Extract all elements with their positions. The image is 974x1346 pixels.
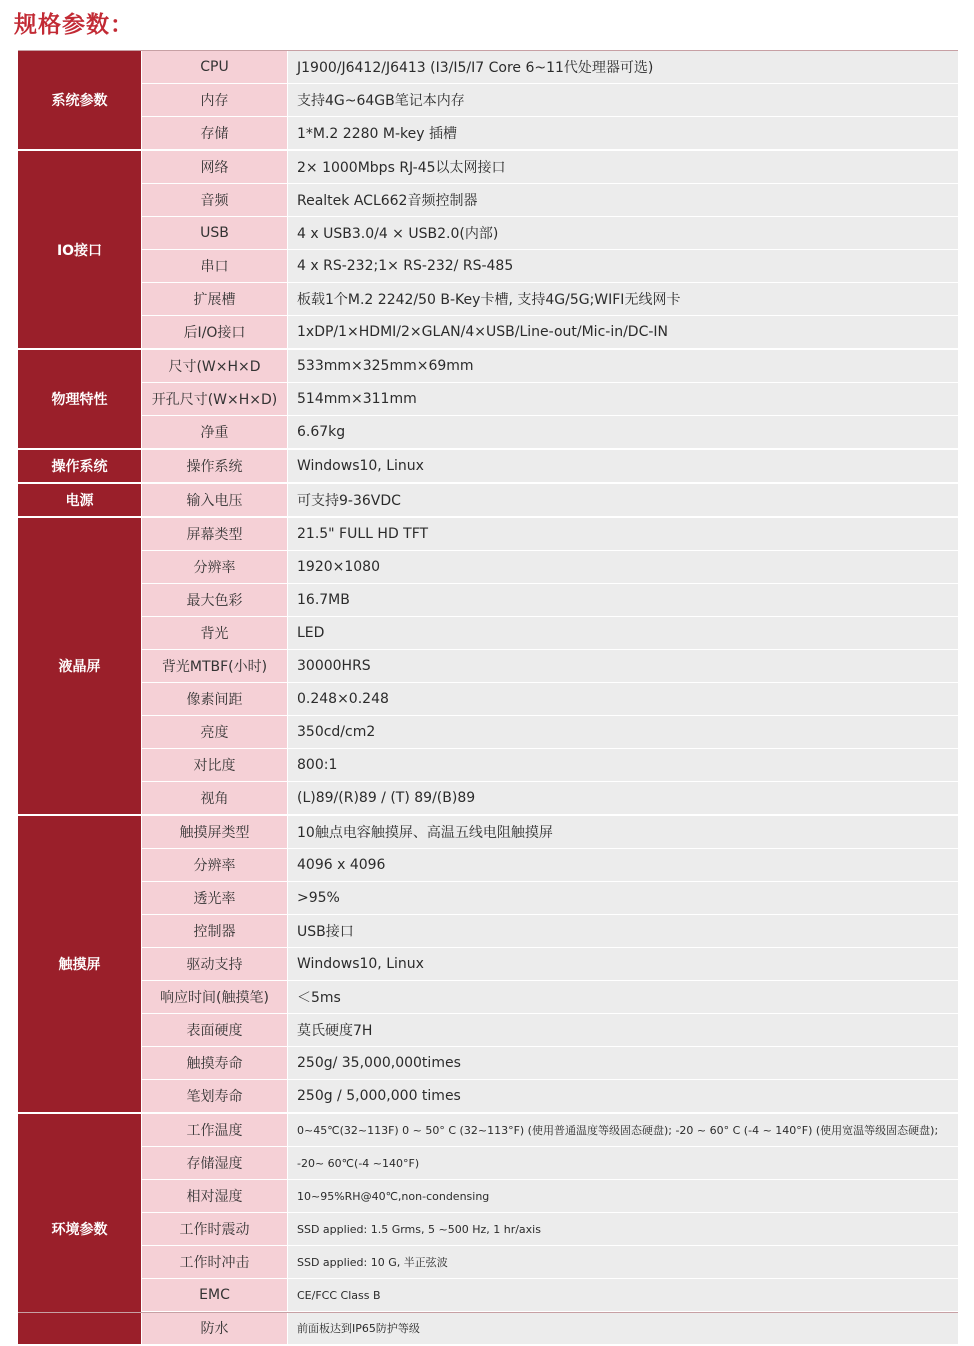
group-rows bbox=[142, 1114, 958, 1344]
spec-value: 莫氏硬度7H bbox=[288, 1014, 958, 1046]
spec-label: 输入电压 bbox=[142, 484, 288, 516]
spec-label: 音频 bbox=[142, 184, 288, 216]
spec-value: 16.7MB bbox=[288, 584, 958, 616]
spec-value: 350cd/cm2 bbox=[288, 716, 958, 748]
spec-value: 6.67kg bbox=[288, 416, 958, 448]
spec-group bbox=[18, 518, 958, 816]
spec-value: 支持4G~64GB笔记本内存 bbox=[288, 84, 958, 116]
spec-row bbox=[142, 551, 958, 584]
spec-label: 工作时震动 bbox=[142, 1213, 288, 1245]
spec-label: 控制器 bbox=[142, 915, 288, 947]
spec-label: 背光MTBF(小时) bbox=[142, 650, 288, 682]
spec-label: 笔划寿命 bbox=[142, 1080, 288, 1112]
spec-label: 防水 bbox=[142, 1312, 288, 1344]
spec-value: 0~45℃(32~113F) 0 ~ 50° C (32~113°F) (使用普通温度等级固态硬盘); -20 ~ 60° C (-4 ~ 140°F) (使用宽温等级固态硬盘); bbox=[288, 1114, 958, 1146]
spec-row bbox=[142, 981, 958, 1014]
spec-row bbox=[142, 316, 958, 348]
spec-label: 存储 bbox=[142, 117, 288, 149]
spec-value: 21.5" FULL HD TFT bbox=[288, 518, 958, 550]
spec-group bbox=[18, 816, 958, 1114]
spec-label: 最大色彩 bbox=[142, 584, 288, 616]
group-name: IO接口 bbox=[18, 151, 142, 348]
spec-row bbox=[142, 650, 958, 683]
group-name: 触摸屏 bbox=[18, 816, 142, 1112]
spec-row bbox=[142, 1014, 958, 1047]
spec-row bbox=[142, 1080, 958, 1112]
spec-label: 分辨率 bbox=[142, 551, 288, 583]
group-rows bbox=[142, 450, 958, 482]
spec-label: 净重 bbox=[142, 416, 288, 448]
spec-group bbox=[18, 484, 958, 518]
spec-value: Windows10, Linux bbox=[288, 948, 958, 980]
spec-value: SSD applied: 10 G, 半正弦波 bbox=[288, 1246, 958, 1278]
spec-row bbox=[142, 217, 958, 250]
spec-label: 开孔尺寸(W×H×D) bbox=[142, 383, 288, 415]
spec-row bbox=[142, 1246, 958, 1279]
spec-value: 4096 x 4096 bbox=[288, 849, 958, 881]
group-rows bbox=[142, 51, 958, 149]
spec-row bbox=[142, 250, 958, 283]
spec-row bbox=[142, 416, 958, 448]
spec-label: 屏幕类型 bbox=[142, 518, 288, 550]
group-name: 物理特性 bbox=[18, 350, 142, 448]
spec-value: LED bbox=[288, 617, 958, 649]
spec-row bbox=[142, 1147, 958, 1180]
spec-row bbox=[142, 450, 958, 482]
spec-label: EMC bbox=[142, 1279, 288, 1311]
spec-label: 扩展槽 bbox=[142, 283, 288, 315]
spec-value: -20~ 60℃(-4 ~140°F) bbox=[288, 1147, 958, 1179]
spec-group bbox=[18, 151, 958, 350]
spec-label: 驱动支持 bbox=[142, 948, 288, 980]
spec-row bbox=[142, 1114, 958, 1147]
spec-group bbox=[18, 450, 958, 484]
spec-value: (L)89/(R)89 / (T) 89/(B)89 bbox=[288, 782, 958, 814]
spec-value: J1900/J6412/J6413 (I3/I5/I7 Core 6~11代处理器可选) bbox=[288, 51, 958, 83]
spec-value: Windows10, Linux bbox=[288, 450, 958, 482]
spec-label: 视角 bbox=[142, 782, 288, 814]
group-name: 操作系统 bbox=[18, 450, 142, 482]
spec-value: 533mm×325mm×69mm bbox=[288, 350, 958, 382]
spec-label: 透光率 bbox=[142, 882, 288, 914]
group-rows bbox=[142, 151, 958, 348]
spec-label: 像素间距 bbox=[142, 683, 288, 715]
spec-value: 1920×1080 bbox=[288, 551, 958, 583]
spec-value: 2× 1000Mbps RJ-45以太网接口 bbox=[288, 151, 958, 183]
spec-value: Realtek ACL662音频控制器 bbox=[288, 184, 958, 216]
spec-label: 串口 bbox=[142, 250, 288, 282]
spec-label: 分辨率 bbox=[142, 849, 288, 881]
spec-row bbox=[142, 816, 958, 849]
spec-label: 后I/O接口 bbox=[142, 316, 288, 348]
spec-value: 4 x RS-232;1× RS-232/ RS-485 bbox=[288, 250, 958, 282]
group-rows bbox=[142, 350, 958, 448]
spec-row bbox=[142, 915, 958, 948]
spec-row bbox=[142, 948, 958, 981]
group-rows bbox=[142, 484, 958, 516]
spec-label: 网络 bbox=[142, 151, 288, 183]
spec-row bbox=[142, 1047, 958, 1080]
spec-row bbox=[142, 1180, 958, 1213]
spec-value: 板载1个M.2 2242/50 B-Key卡槽, 支持4G/5G;WIFI无线网卡 bbox=[288, 283, 958, 315]
spec-row bbox=[142, 1312, 958, 1344]
spec-value: 4 x USB3.0/4 × USB2.0(内部) bbox=[288, 217, 958, 249]
spec-row bbox=[142, 84, 958, 117]
spec-row bbox=[142, 350, 958, 383]
spec-value: 可支持9-36VDC bbox=[288, 484, 958, 516]
spec-value: 250g/ 35,000,000times bbox=[288, 1047, 958, 1079]
spec-group bbox=[18, 350, 958, 450]
spec-row bbox=[142, 151, 958, 184]
spec-table bbox=[18, 50, 958, 1346]
group-name: 电源 bbox=[18, 484, 142, 516]
spec-value: >95% bbox=[288, 882, 958, 914]
spec-row bbox=[142, 584, 958, 617]
spec-label: 操作系统 bbox=[142, 450, 288, 482]
spec-label: 工作温度 bbox=[142, 1114, 288, 1146]
group-name: 环境参数 bbox=[18, 1114, 142, 1344]
spec-label: 相对湿度 bbox=[142, 1180, 288, 1212]
spec-value: 250g / 5,000,000 times bbox=[288, 1080, 958, 1112]
spec-label: 工作时冲击 bbox=[142, 1246, 288, 1278]
spec-label: 尺寸(W×H×D bbox=[142, 350, 288, 382]
group-rows bbox=[142, 816, 958, 1112]
spec-value: 1*M.2 2280 M-key 插槽 bbox=[288, 117, 958, 149]
spec-value: 10触点电容触摸屏、高温五线电阻触摸屏 bbox=[288, 816, 958, 848]
spec-value: ＜5ms bbox=[288, 981, 958, 1013]
group-rows bbox=[142, 518, 958, 814]
spec-value: 1xDP/1×HDMI/2×GLAN/4×USB/Line-out/Mic-in/DC-IN bbox=[288, 316, 958, 348]
spec-row bbox=[142, 782, 958, 814]
spec-label: 表面硬度 bbox=[142, 1014, 288, 1046]
spec-row bbox=[142, 1279, 958, 1312]
spec-value: CE/FCC Class B bbox=[288, 1279, 958, 1311]
spec-row bbox=[142, 117, 958, 149]
spec-label: 背光 bbox=[142, 617, 288, 649]
page-title: 规格参数： bbox=[14, 12, 134, 38]
spec-value: USB接口 bbox=[288, 915, 958, 947]
spec-label: 对比度 bbox=[142, 749, 288, 781]
spec-row bbox=[142, 716, 958, 749]
spec-label: CPU bbox=[142, 51, 288, 83]
spec-value: 800:1 bbox=[288, 749, 958, 781]
group-name: 系统参数 bbox=[18, 51, 142, 149]
spec-row bbox=[142, 484, 958, 516]
spec-value: 30000HRS bbox=[288, 650, 958, 682]
group-name: 液晶屏 bbox=[18, 518, 142, 814]
spec-value: 10~95%RH@40℃,non-condensing bbox=[288, 1180, 958, 1212]
spec-value: 0.248×0.248 bbox=[288, 683, 958, 715]
spec-value: 前面板达到IP65防护等级 bbox=[288, 1312, 958, 1344]
spec-row bbox=[142, 184, 958, 217]
spec-label: 响应时间(触摸笔) bbox=[142, 981, 288, 1013]
bottom-divider bbox=[18, 1312, 958, 1313]
spec-row bbox=[142, 283, 958, 316]
spec-row bbox=[142, 849, 958, 882]
spec-row bbox=[142, 882, 958, 915]
spec-row bbox=[142, 617, 958, 650]
spec-row bbox=[142, 1213, 958, 1246]
spec-value: SSD applied: 1.5 Grms, 5 ~500 Hz, 1 hr/axis bbox=[288, 1213, 958, 1245]
spec-label: USB bbox=[142, 217, 288, 249]
spec-label: 亮度 bbox=[142, 716, 288, 748]
spec-row bbox=[142, 683, 958, 716]
spec-row bbox=[142, 383, 958, 416]
spec-row bbox=[142, 749, 958, 782]
spec-label: 触摸屏类型 bbox=[142, 816, 288, 848]
spec-row bbox=[142, 518, 958, 551]
spec-label: 内存 bbox=[142, 84, 288, 116]
spec-group bbox=[18, 51, 958, 151]
spec-label: 触摸寿命 bbox=[142, 1047, 288, 1079]
spec-value: 514mm×311mm bbox=[288, 383, 958, 415]
spec-label: 存储湿度 bbox=[142, 1147, 288, 1179]
spec-row bbox=[142, 51, 958, 84]
